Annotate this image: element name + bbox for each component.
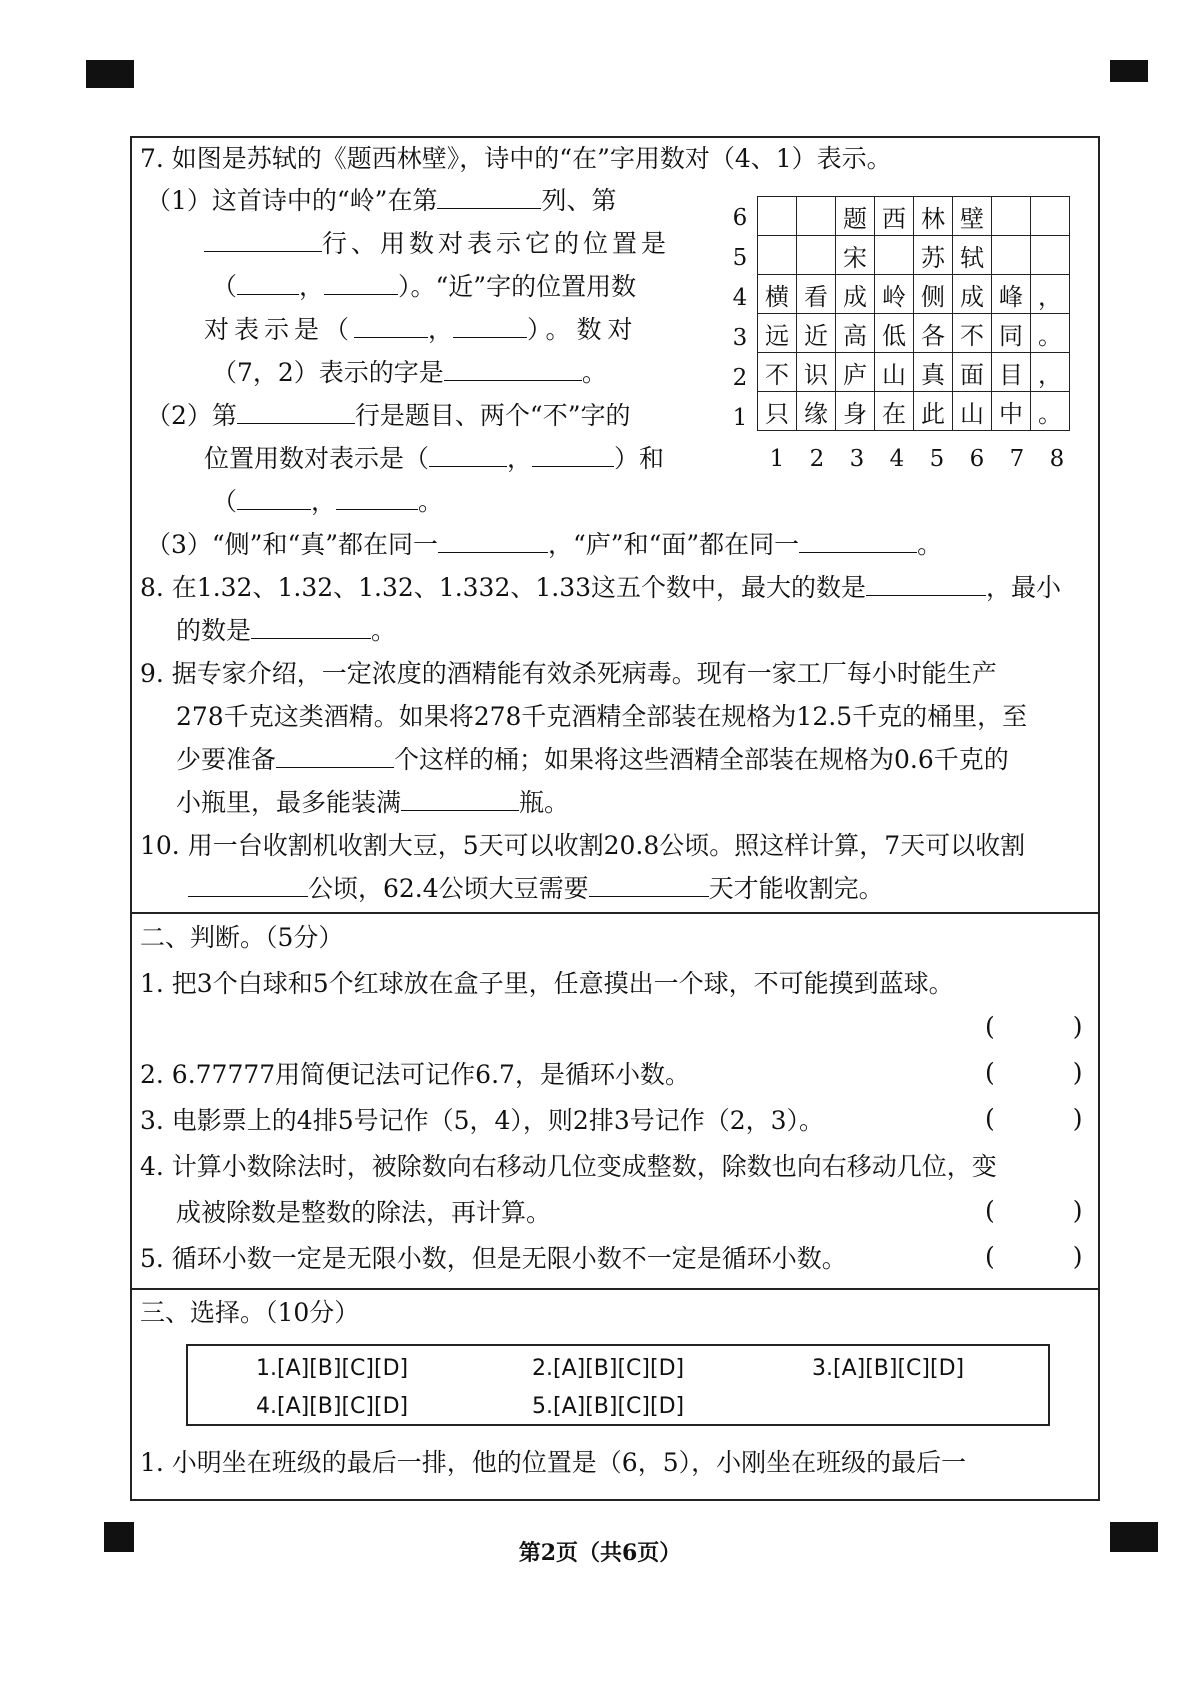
grid-cell <box>992 236 1031 275</box>
answer-blank[interactable] <box>444 356 582 381</box>
grid-cell <box>875 236 914 275</box>
grid-cell: 身 <box>836 392 875 431</box>
judge-item-4-cont: 成被除数是整数的除法，再计算。 <box>176 1198 552 1227</box>
answer-blank[interactable] <box>336 485 418 510</box>
q8-line1: 8. 在1.32、1.32、1.32、1.332、1.33这五个数中，最大的数是 ，最小 <box>140 573 1062 602</box>
grid-cell <box>758 236 797 275</box>
q9-line3: 少要准备 个这样的桶；如果将这些酒精全部装在规格为0.6千克的 <box>176 745 1009 774</box>
q9-line2: 278千克这类酒精。如果将278千克酒精全部装在规格为12.5千克的桶里，至 <box>176 702 1028 731</box>
grid-cell: 中 <box>992 392 1031 431</box>
answer-blank[interactable] <box>438 528 548 553</box>
row-label: 6 <box>732 205 748 231</box>
grid-cell <box>758 197 797 236</box>
answer-blank[interactable] <box>276 743 394 768</box>
grid-cell: 只 <box>758 392 797 431</box>
col-label: 1 <box>769 446 785 472</box>
q7-part3: （3）“侧”和“真”都在同一 ，“庐”和“面”都在同一 。 <box>146 530 943 559</box>
grid-cell: 高 <box>836 314 875 353</box>
judge-answer-paren-1[interactable]: ( ) <box>985 1012 1083 1041</box>
col-label: 5 <box>929 446 945 472</box>
choice-heading: 三、选择。（10分） <box>140 1298 360 1327</box>
answer-blank[interactable] <box>401 786 519 811</box>
grid-cell: 山 <box>875 353 914 392</box>
grid-cell: 面 <box>953 353 992 392</box>
grid-cell: ， <box>1031 275 1070 314</box>
row-label: 5 <box>732 245 748 271</box>
grid-cell: 宋 <box>836 236 875 275</box>
row-label: 4 <box>732 285 748 311</box>
q7-part1-line2: 行、用数对表示它的位置是 <box>204 227 670 261</box>
col-label: 8 <box>1049 446 1065 472</box>
grid-cell: 识 <box>797 353 836 392</box>
grid-cell <box>797 197 836 236</box>
grid-cell <box>1031 197 1070 236</box>
col-label: 4 <box>889 446 905 472</box>
grid-cell <box>797 236 836 275</box>
grid-cell: 同 <box>992 314 1031 353</box>
answer-option-3[interactable]: 3.[A][B][C][D] <box>812 1356 965 1381</box>
col-label: 6 <box>969 446 985 472</box>
grid-cell: 林 <box>914 197 953 236</box>
q7-stem: 7. 如图是苏轼的《题西林壁》，诗中的“在”字用数对（4、1）表示。 <box>140 144 892 173</box>
answer-blank[interactable] <box>237 399 355 424</box>
grid-cell: 各 <box>914 314 953 353</box>
grid-cell <box>1031 236 1070 275</box>
answer-blank[interactable] <box>866 571 986 596</box>
answer-blank[interactable] <box>237 270 299 295</box>
answer-blank[interactable] <box>453 313 527 338</box>
registration-mark-top-right <box>1110 60 1148 82</box>
answer-blank[interactable] <box>354 313 428 338</box>
q8-line2: 的数是 。 <box>176 616 397 645</box>
grid-cell: 岭 <box>875 275 914 314</box>
grid-cell: 低 <box>875 314 914 353</box>
grid-cell: 此 <box>914 392 953 431</box>
grid-cell: 山 <box>953 392 992 431</box>
grid-cell: 目 <box>992 353 1031 392</box>
col-label: 3 <box>849 446 865 472</box>
q10-line2: 公顷，62.4公顷大豆需要 天才能收割完。 <box>188 872 884 906</box>
q7-part1-line3: （ ， ）。“近”字的位置用数 <box>212 272 637 301</box>
q7-part1-line1: （1）这首诗中的“岭”在第 列、第 <box>146 186 617 215</box>
grid-cell: 侧 <box>914 275 953 314</box>
judge-answer-paren-5[interactable]: ( ) <box>985 1242 1083 1271</box>
row-label: 2 <box>732 365 748 391</box>
answer-blank[interactable] <box>429 442 507 467</box>
q9-line1: 9. 据专家介绍，一定浓度的酒精能有效杀死病毒。现有一家工厂每小时能生产 <box>140 659 997 688</box>
answer-blank[interactable] <box>532 442 614 467</box>
registration-mark-top-left <box>86 60 134 88</box>
row-label: 1 <box>732 405 748 431</box>
q7-part2-line1: （2）第 行是题目、两个“不”字的 <box>146 401 631 430</box>
judge-item-5: 5. 循环小数一定是无限小数，但是无限小数不一定是循环小数。 <box>140 1244 847 1273</box>
q7-part2-line3: （ ， 。 <box>212 487 444 516</box>
q7-part1-line4: 对表示是（ ， ）。数对 <box>204 315 639 344</box>
q9-line4: 小瓶里，最多能装满 瓶。 <box>176 788 570 817</box>
col-label: 7 <box>1009 446 1025 472</box>
judge-item-3: 3. 电影票上的4排5号记作（5，4），则2排3号记作（2，3）。 <box>140 1106 825 1135</box>
grid-cell: 真 <box>914 353 953 392</box>
judge-heading: 二、判断。（5分） <box>140 923 344 952</box>
grid-cell: 苏 <box>914 236 953 275</box>
grid-cell: 近 <box>797 314 836 353</box>
q7-part2-line2: 位置用数对表示是（ ， ）和 <box>204 444 665 473</box>
answer-blank[interactable] <box>251 614 371 639</box>
grid-cell: 成 <box>953 275 992 314</box>
grid-cell: 不 <box>953 314 992 353</box>
judge-answer-paren-4[interactable]: ( ) <box>985 1196 1083 1225</box>
answer-blank[interactable] <box>589 872 709 897</box>
answer-blank[interactable] <box>188 872 308 897</box>
answer-blank[interactable] <box>204 227 322 252</box>
grid-cell: 。 <box>1031 392 1070 431</box>
answer-blank[interactable] <box>437 184 541 209</box>
answer-option-1[interactable]: 1.[A][B][C][D] <box>256 1356 409 1381</box>
col-label: 2 <box>809 446 825 472</box>
q10-line1: 10. 用一台收割机收割大豆，5天可以收割20.8公顷。照这样计算，7天可以收割 <box>140 831 1026 860</box>
grid-cell: 横 <box>758 275 797 314</box>
judge-item-4: 4. 计算小数除法时，被除数向右移动几位变成整数，除数也向右移动几位，变 <box>140 1152 997 1181</box>
section-divider <box>132 1288 1098 1290</box>
grid-cell <box>992 197 1031 236</box>
grid-cell: 壁 <box>953 197 992 236</box>
judge-item-2: 2. 6.77777用简便记法可记作6.7，是循环小数。 <box>140 1060 690 1089</box>
row-label: 3 <box>732 325 748 351</box>
grid-cell: 成 <box>836 275 875 314</box>
grid-cell: 不 <box>758 353 797 392</box>
grid-cell: 在 <box>875 392 914 431</box>
answer-blank[interactable] <box>324 270 398 295</box>
grid-cell: 峰 <box>992 275 1031 314</box>
answer-blank[interactable] <box>799 528 917 553</box>
grid-cell: 缘 <box>797 392 836 431</box>
choice-q1: 1. 小明坐在班级的最后一排，他的位置是（6，5），小刚坐在班级的最后一 <box>140 1448 967 1477</box>
answer-option-4[interactable]: 4.[A][B][C][D] <box>256 1394 409 1419</box>
grid-cell: 轼 <box>953 236 992 275</box>
q7-part1-line5: （7，2）表示的字是 。 <box>212 358 607 387</box>
grid-cell: 远 <box>758 314 797 353</box>
answer-option-2[interactable]: 2.[A][B][C][D] <box>532 1356 685 1381</box>
section-divider <box>132 912 1098 914</box>
grid-cell: 看 <box>797 275 836 314</box>
judge-answer-paren-2[interactable]: ( ) <box>985 1058 1083 1087</box>
grid-cell: 庐 <box>836 353 875 392</box>
grid-cell: ， <box>1031 353 1070 392</box>
page-footer: 第2页（共6页） <box>518 1540 682 1566</box>
poem-grid <box>757 196 1070 431</box>
answer-blank[interactable] <box>237 485 311 510</box>
grid-cell: 西 <box>875 197 914 236</box>
judge-answer-paren-3[interactable]: ( ) <box>985 1104 1083 1133</box>
answer-option-5[interactable]: 5.[A][B][C][D] <box>532 1394 685 1419</box>
grid-cell: 题 <box>836 197 875 236</box>
grid-cell: 。 <box>1031 314 1070 353</box>
judge-item-1: 1. 把3个白球和5个红球放在盒子里，任意摸出一个球，不可能摸到蓝球。 <box>140 969 954 998</box>
